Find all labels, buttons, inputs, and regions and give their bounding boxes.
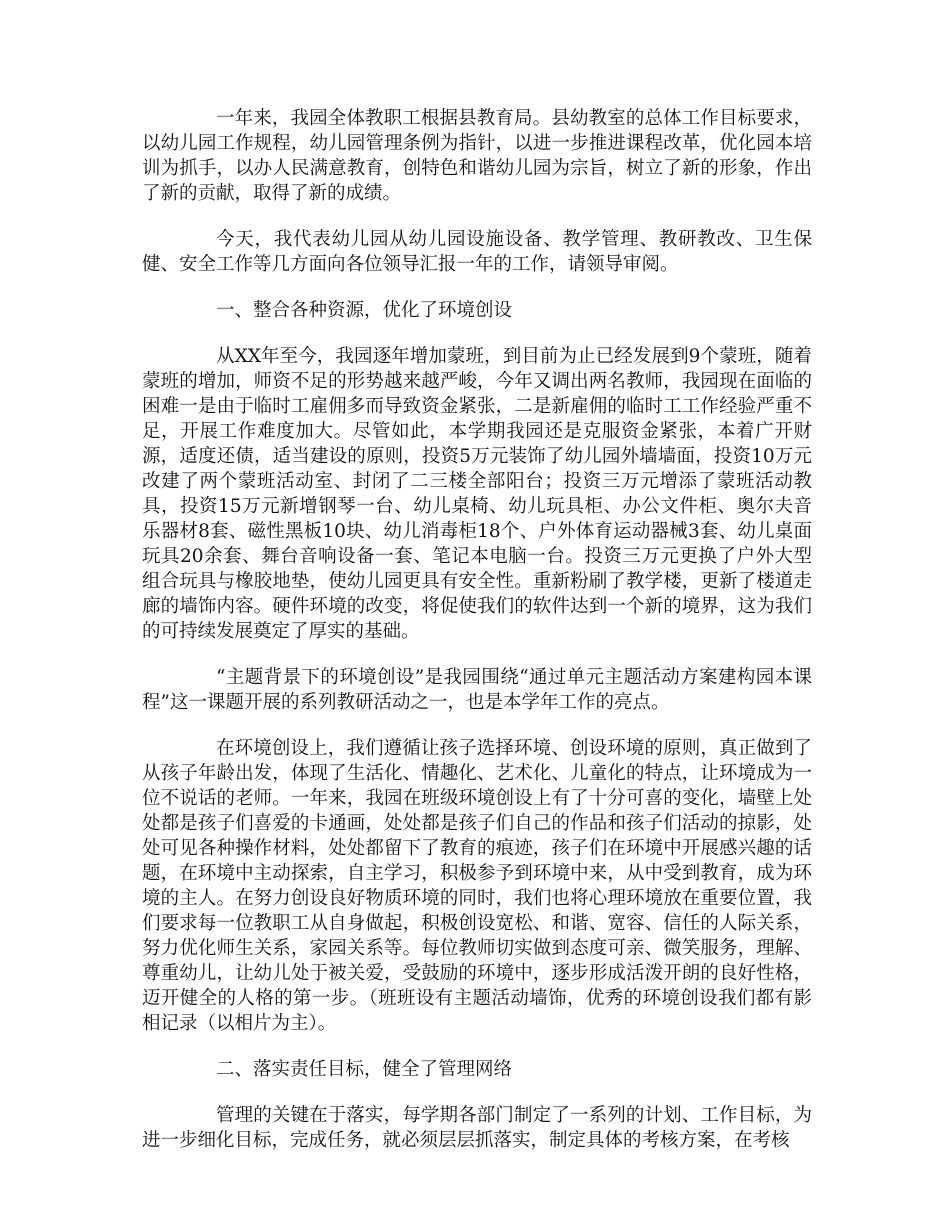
document-body (142, 106, 812, 1174)
section-heading-1: 一、整合各种资源，优化了环境创设 (216, 300, 513, 321)
section-heading-2: 二、落实责任目标，健全了管理网络 (216, 1059, 513, 1080)
paragraph-intro: 一年来，我园全体教职工根据县教育局。县幼教室的总体工作目标要求，以幼儿园工作规程，幼儿园管理条例为指针，以进一步推进课程改革，优化园本培训为抓手，以办人民满意教育，创特色和谐幼儿园为宗旨，树立了新的形象，作出了新的贡献，取得了新的成绩。 (142, 108, 812, 204)
paragraph-environment-creation: 在环境创设上，我们遵循让孩子选择环境、创设环境的原则，真正做到了从孩子年龄出发，体现了生活化、情趣化、艺术化、儿童化的特点，让环境成为一位不说话的老师。一年来，我园在班级环境创设上有了十分可喜的变化，墙壁上处处都是孩子们喜爱的卡通画，处处都是孩子们自己的作品和孩子们活动的掠影，处处可见各种操作材料，处处都留下了教育的痕迹，孩子们在环境中开展感兴趣的话题，在环境中主动探索，自主学习，积极参予到环境中来，从中受到教育，成为环境的主人。在努力创设良好物质环境的同时，我们也将心理环境放在重要位置，我们要求每一位教职工从自身做起，积极创设宽松、和谐、宽容、信任的人际关系，努力优化师生关系，家园关系等。每位教师切实做到态度可亲、微笑服务，理解、尊重幼儿，让幼儿处于被关爱，受鼓励的环境中，逐步形成活泼开朗的良好性格，迈开健全的人格的第一步。（班班设有主题活动墙饰，优秀的环境创设我们都有影相记录（以相片为主）。 (142, 738, 812, 1034)
paragraph-management: 管理的关键在于落实，每学期各部门制定了一系列的计划、工作目标，为进一步细化目标，完成任务，就必须层层抓落实，制定具体的考核方案，在考核 (142, 1105, 812, 1151)
paragraph-theme-environment: “主题背景下的环境创设”是我园围绕“通过单元主题活动方案建构园本课程”这一课题开展的系列教研活动之一，也是本学年工作的亮点。 (142, 667, 812, 713)
paragraph-facilities: 从XX年至今，我园逐年增加蒙班，到目前为止已经发展到9个蒙班，随着蒙班的增加，师资不足的形势越来越严峻，今年又调出两名教师，我园现在面临的困难一是由于临时工雇佣多而导致资金紧张，二是新雇佣的临时工工作经验严重不足，开展工作难度加大。尽管如此，本学期我园还是克服资金紧张，本着广开财源，适度还债，适当建设的原则，投资5万元装饰了幼儿园外墙墙面，投资10万元改建了两个蒙班活动室、封闭了二三楼全部阳台；投资三万元增添了蒙班活动教具，投资15万元新增钢琴一台、幼儿桌椅、幼儿玩具柜、办公文件柜、奥尔夫音乐器材8套、磁性黑板10块、幼儿消毒柜18个、户外体育运动器械3套、幼儿桌面玩具20余套、舞台音响设备一套、笔记本电脑一台。投资三万元更换了户外大型组合玩具与橡胶地垫，使幼儿园更具有安全性。重新粉刷了教学楼，更新了楼道走廊的墙饰内容。硬件环境的改变，将促使我们的软件达到一个新的境界，这为我们的可持续发展奠定了厚实的基础。 (142, 346, 812, 642)
paragraph-report-scope: 今天，我代表幼儿园从幼儿园设施设备、教学管理、教研教改、卫生保健、安全工作等几方面向各位领导汇报一年的工作，请领导审阅。 (142, 229, 812, 275)
